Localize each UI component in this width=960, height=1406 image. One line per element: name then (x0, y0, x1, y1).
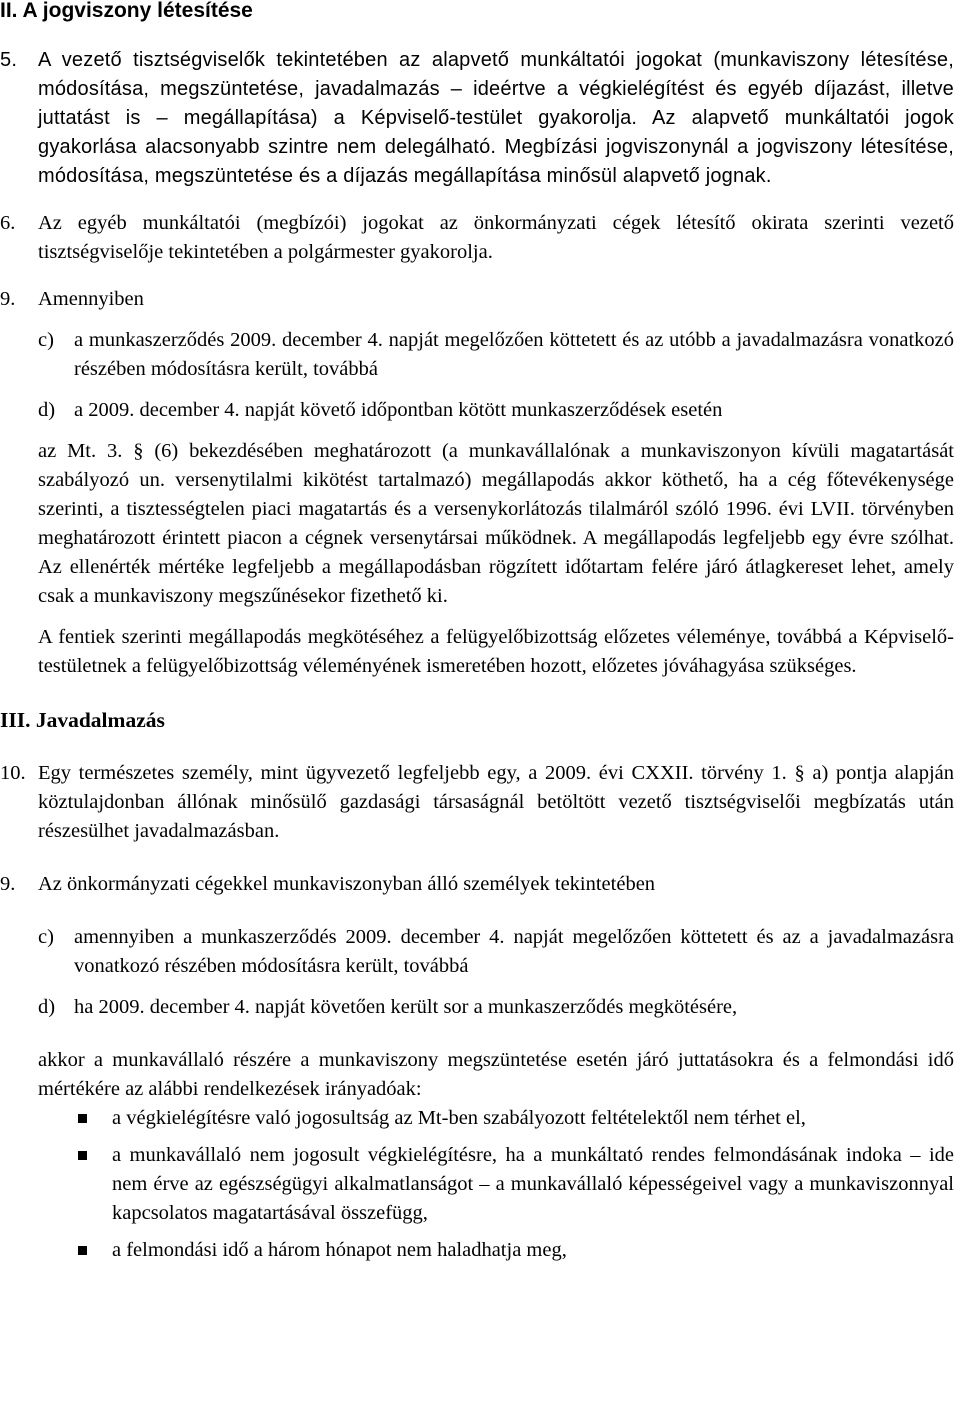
item-d-text: ha 2009. december 4. napját követően került sor a munkaszerződés megkötésére, (74, 996, 738, 1018)
list-item (112, 1236, 954, 1265)
paragraph-9a (0, 285, 954, 314)
item-c-label: c) (38, 926, 54, 948)
paragraph-10 (0, 759, 954, 846)
paragraph-9b (0, 870, 954, 899)
paragraph-9a-intro: Amennyiben (38, 288, 144, 310)
paragraph-9b-item-c (38, 923, 954, 981)
paragraph-6-number: 6. (0, 212, 16, 234)
section-heading-iii: III. Javadalmazás (0, 708, 165, 732)
bullet-list (38, 1104, 954, 1265)
paragraph-9b-number: 9. (0, 873, 16, 895)
list-item-text: a felmondási idő a három hónapot nem haladhatja meg, (112, 1239, 567, 1261)
square-bullet-icon (78, 1246, 87, 1255)
paragraph-9b-intro: Az önkormányzati cégekkel munkaviszonyban álló személyek tekintetében (38, 873, 656, 895)
list-item (112, 1141, 954, 1228)
item-d-label: d) (38, 996, 56, 1018)
list-item-text: a végkielégítésre való jogosultság az Mt-ben szabályozott feltételektől nem térhet el, (112, 1107, 806, 1129)
paragraph-9a-body: az Mt. 3. § (6) bekezdésében meghatározott (a munkavállalónak a munkaviszonyon kívüli magatartását szabályozó un. versenytilalmi kikötést tartalmazó) megállapodás akkor köthető, ha a cég főtevékenysége szerinti, a tisztességtelen piaci magatartás és a versenykorlátozás tilalmáról szóló 1996. évi LVII. törvényben meghatározott érintett piacon a cégnek versenytársai működnek. A megállapodás legfeljebb egy évre szólhat. Az ellenérték mértéke legfeljebb a megállapodásban rögzített időtartam felére járó átlagkereset lehet, amely csak a munkaviszony megszűnésekor fizethető ki. (38, 440, 954, 607)
paragraph-5 (0, 46, 954, 191)
paragraph-9b-body: akkor a munkavállaló részére a munkaviszony megszüntetése esetén járó juttatásokra és a felmondási idő mértékére az alábbi rendelkezések irányadóak: (38, 1049, 954, 1100)
paragraph-10-text: Egy természetes személy, mint ügyvezető legfeljebb egy, a 2009. évi CXXII. törvény 1. § a) pontja alapján köztulajdonban állónak minősülő gazdasági társaságnál betöltött vezető tisztségviselői megbízatás után részesülhet javadalmazásban. (38, 762, 954, 842)
paragraph-9a-final: A fentiek szerinti megállapodás megkötéséhez a felügyelőbizottság előzetes véleménye, továbbá a Képviselő-testületnek a felügyelőbizottság véleményének ismeretében hozott, előzetes jóváhagyása szükséges. (38, 626, 954, 677)
paragraph-6-text: Az egyéb munkáltatói (megbízói) jogokat az önkormányzati cégek létesítő okirata szerinti vezető tisztségviselője tekintetében a polgármester gyakorolja. (38, 212, 954, 263)
item-d-label: d) (38, 399, 56, 421)
paragraph-9a-item-c (38, 326, 954, 384)
item-d-text: a 2009. december 4. napját követő időpontban kötött munkaszerződések esetén (74, 399, 723, 421)
paragraph-5-text: A vezető tisztségviselők tekintetében az alapvető munkáltatói jogokat (munkaviszony létesítése, módosítása, megszüntetése, javadalmazás – ideértve a végkielégítést és egyéb díjazást, illetve juttatást is – megállapítása) a Képviselő-testület gyakorolja. Az alapvető munkáltatói jogok gyakorlása alacsonyabb szintre nem delegálható. Megbízási jogviszonynál a jogviszony létesítése, módosítása, megszüntetése és a díjazás megállapítása minősül alapvető jognak. (38, 49, 954, 187)
paragraph-9a-number: 9. (0, 288, 16, 310)
square-bullet-icon (78, 1151, 87, 1160)
list-item-text: a munkavállaló nem jogosult végkielégítésre, ha a munkáltató rendes felmondásának indoka – ide nem érve az egészségügyi alkalmatlanságot – a munkavállaló képességeivel vagy a munkaviszonnyal kapcsolatos magatartásával összefügg, (112, 1144, 954, 1224)
square-bullet-icon (78, 1114, 87, 1123)
list-item (112, 1104, 954, 1133)
paragraph-9b-item-d (38, 993, 954, 1022)
paragraph-10-number: 10. (0, 762, 26, 784)
paragraph-9a-item-d (38, 396, 954, 425)
section-heading-ii: II. A jogviszony létesítése (0, 0, 253, 22)
paragraph-5-number: 5. (0, 49, 18, 71)
item-c-text: a munkaszerződés 2009. december 4. napját megelőzően köttetett és az utóbb a javadalmazásra vonatkozó részében módosításra került, továbbá (74, 329, 954, 380)
item-c-text: amennyiben a munkaszerződés 2009. december 4. napját megelőzően köttetett és az a javadalmazásra vonatkozó részében módosításra került, továbbá (74, 926, 954, 977)
paragraph-6 (0, 209, 954, 267)
item-c-label: c) (38, 329, 54, 351)
